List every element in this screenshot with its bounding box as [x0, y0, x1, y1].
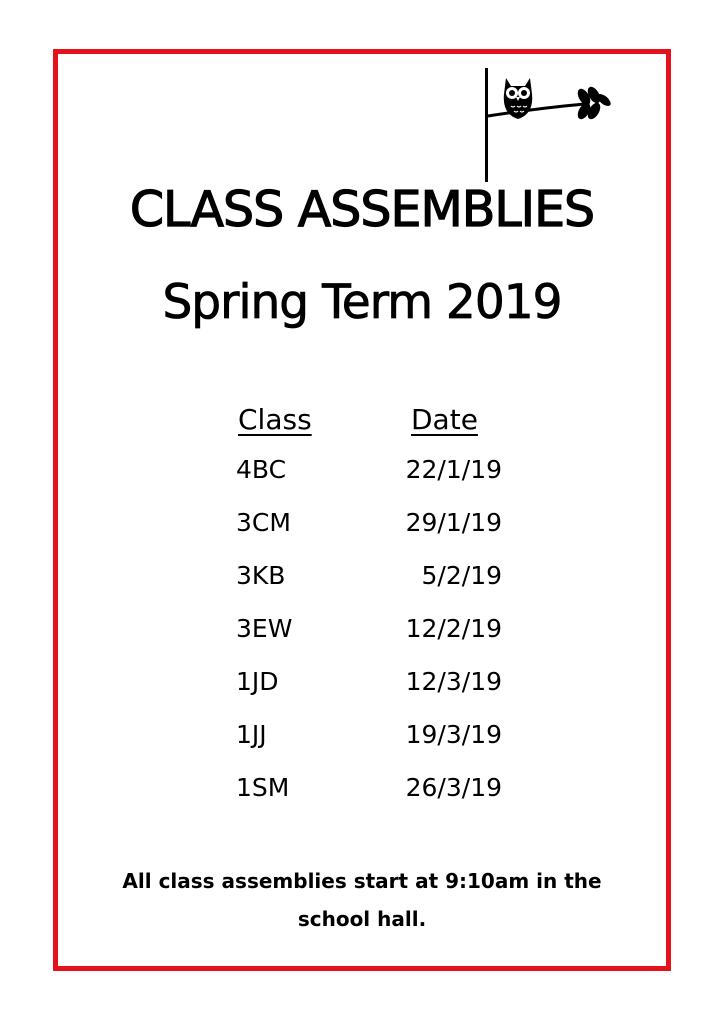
class-cell: 4BC — [236, 455, 287, 484]
date-cell: 29/1/19 — [405, 508, 502, 537]
date-cell: 12/3/19 — [405, 667, 502, 696]
owl-on-branch-icon — [480, 64, 620, 184]
class-cell: 1JD — [236, 667, 279, 696]
schedule-row — [0, 609, 724, 649]
schedule-row — [0, 503, 724, 543]
date-cell: 5/2/19 — [421, 561, 502, 590]
class-cell: 1SM — [236, 773, 290, 802]
assembly-note-line-1: All class assemblies start at 9:10am in the — [122, 869, 602, 893]
class-cell: 1JJ — [236, 720, 267, 749]
assembly-note-line-2: school hall. — [297, 907, 427, 931]
class-column-header: Class — [238, 403, 312, 436]
date-column-header: Date — [411, 403, 478, 436]
schedule-header — [0, 400, 724, 440]
date-cell: 26/3/19 — [405, 773, 502, 802]
schedule-row — [0, 768, 724, 808]
poster-title: CLASS ASSEMBLIES — [129, 181, 595, 238]
assembly-note — [60, 862, 664, 938]
class-cell: 3KB — [236, 561, 286, 590]
schedule-row — [0, 715, 724, 755]
poster-subtitle: Spring Term 2019 — [162, 275, 562, 330]
schedule-row — [0, 450, 724, 490]
class-cell: 3EW — [236, 614, 293, 643]
date-cell: 22/1/19 — [405, 455, 502, 484]
class-cell: 3CM — [236, 508, 291, 537]
date-cell: 19/3/19 — [405, 720, 502, 749]
schedule-row — [0, 556, 724, 596]
date-cell: 12/2/19 — [405, 614, 502, 643]
schedule-row — [0, 662, 724, 702]
